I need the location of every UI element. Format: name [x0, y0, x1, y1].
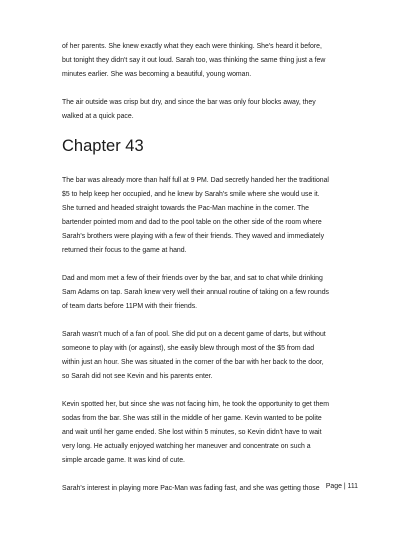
text-line: simple arcade game. It was kind of cute. — [62, 457, 185, 464]
paragraph-gap — [62, 258, 362, 272]
text-line: someone to play with (or against), she easily blew through most of the $5 from dad — [62, 345, 315, 352]
page-content — [62, 40, 362, 496]
text-line: walked at a quick pace. — [62, 113, 134, 120]
paragraph-gap — [62, 82, 362, 96]
text-line: Sarah wasn't much of a fan of pool. She did put on a decent game of darts, but without — [62, 331, 326, 338]
text-line: Kevin spotted her, but since she was not facing him, he took the opportunity to get them — [62, 401, 329, 408]
paragraph — [62, 40, 362, 82]
paragraph-gap — [62, 314, 362, 328]
text-line: and wait until her game ended. She lost within 5 minutes, so Kevin didn't have to wait — [62, 429, 322, 436]
chapter-title: Chapter 43 — [62, 137, 144, 155]
paragraph-gap — [62, 468, 362, 482]
previous-chapter-text — [62, 40, 362, 124]
text-line: but tonight they didn't say it out loud. Sarah too, was thinking the same thing just a few — [62, 57, 326, 64]
page-number: Page | 111 — [325, 483, 358, 490]
paragraph-gap — [62, 384, 362, 398]
paragraph — [62, 174, 362, 258]
paragraph — [62, 398, 362, 468]
paragraph — [62, 482, 362, 496]
text-line: so Sarah did not see Kevin and his parents enter. — [62, 373, 213, 380]
paragraph — [62, 96, 362, 124]
text-line: minutes earlier. She was becoming a beautiful, young woman. — [62, 71, 252, 78]
text-line: of her parents. She knew exactly what they each were thinking. She's heard it before, — [62, 43, 322, 50]
text-line: $5 to help keep her occupied, and he knew by Sarah's smile where she would use it. — [62, 191, 320, 198]
text-line: returned their focus to the game at hand. — [62, 247, 187, 254]
text-line: within just an hour. She was situated in the corner of the bar with her back to the door, — [62, 359, 324, 366]
text-line: The bar was already more than half full at 9 PM. Dad secretly handed her the traditional — [62, 177, 329, 184]
text-line: bartender pointed mom and dad to the pool table on the other side of the room where — [62, 219, 322, 226]
text-line: Sarah's interest in playing more Pac-Man was fading fast, and she was getting those — [62, 485, 320, 492]
text-line: Dad and mom met a few of their friends over by the bar, and sat to chat while drinking — [62, 275, 323, 282]
text-line: Sam Adams on tap. Sarah knew very well their annual routine of taking on a few rounds — [62, 289, 329, 296]
paragraph — [62, 272, 362, 314]
text-line: of team darts before 11PM with their friends. — [62, 303, 198, 310]
text-line: Sarah's brothers were playing with a few of their friends. They waved and immediately — [62, 233, 325, 240]
text-line: She turned and headed straight towards the Pac-Man machine in the corner. The — [62, 205, 309, 212]
text-line: The air outside was crisp but dry, and since the bar was only four blocks away, they — [62, 99, 316, 106]
text-line: very long. He actually enjoyed watching her maneuver and concentrate on such a — [62, 443, 311, 450]
text-line: sodas from the bar. She was still in the middle of her game. Kevin wanted to be polite — [62, 415, 322, 422]
chapter-body — [62, 174, 362, 496]
paragraph — [62, 328, 362, 384]
